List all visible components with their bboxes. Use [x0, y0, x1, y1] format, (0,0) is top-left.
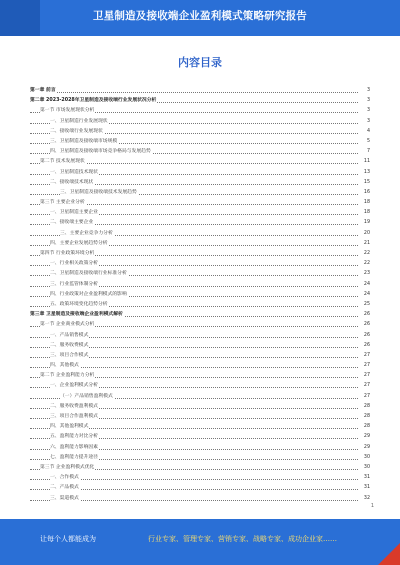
toc-entry-title: 四、主要企业发展趋势分析	[50, 240, 108, 246]
toc-entry-title: 第三节 企业盈利模式优化	[40, 464, 95, 470]
toc-entry-page: 27	[363, 361, 370, 371]
toc-entry-title: 第二章 2023-2028年卫星制造及接收端行业发展状况分析	[30, 98, 157, 104]
toc-entry[interactable]	[30, 229, 370, 239]
toc-entry[interactable]	[30, 259, 370, 269]
toc-entry-title: 一、卫星制造技术现状	[50, 169, 98, 175]
toc-leader-dots	[30, 92, 358, 93]
toc-entry-title: 二、服务收费盈利模式	[50, 403, 98, 409]
toc-entry-page: 11	[363, 157, 370, 167]
toc-entry-page: 3	[366, 96, 370, 106]
toc-entry-page: 25	[363, 300, 370, 310]
toc-entry-title: 三、渠道模式	[50, 495, 79, 501]
toc-entry-title: 第二节 技术发展现状	[40, 159, 85, 165]
toc-entry-title: 第二节 企业盈利能力分析	[40, 373, 95, 379]
toc-entry[interactable]	[30, 341, 370, 351]
page-number: 1	[370, 503, 374, 509]
toc-entry-title: 一、企业盈利模式分析	[50, 383, 98, 389]
toc-entry-title: 五、盈利能力对比分析	[50, 434, 98, 440]
toc-entry-title: 一、卫星制造行业发展现状	[50, 118, 108, 124]
toc-entry[interactable]	[30, 168, 370, 178]
toc-entry-page: 7	[366, 147, 370, 157]
toc-entry-title: 第三节 主要企业分析	[40, 200, 85, 206]
toc-entry-title: （一）产品销售盈利模式	[60, 393, 113, 399]
toc-entry-title: 四、其他模式	[50, 363, 79, 369]
toc-entry-page: 28	[363, 422, 370, 432]
toc-entry[interactable]	[30, 381, 370, 391]
toc-entry-page: 15	[363, 178, 370, 188]
toc-entry-page: 30	[363, 453, 370, 463]
toc-entry[interactable]	[30, 432, 370, 442]
toc-entry-title: 二、卫星制造及接收端行业标准分析	[50, 271, 127, 277]
toc-entry[interactable]	[30, 320, 370, 330]
toc-entry-page: 20	[363, 229, 370, 239]
toc-entry-title: 二、接收端主要企业	[50, 220, 94, 226]
toc-entry[interactable]	[30, 402, 370, 412]
toc-entry-page: 3	[366, 86, 370, 96]
toc-entry-title: 三、卫星制造及接收端技术发展趋势	[60, 189, 137, 195]
toc-heading: 内容目录	[178, 56, 222, 69]
toc-entry-page: 24	[363, 280, 370, 290]
toc-entry-title: 第四节 行业政策环境分析	[40, 251, 95, 256]
toc-entry[interactable]	[30, 351, 370, 361]
toc-entry[interactable]	[30, 239, 370, 249]
toc-entry-page: 3	[366, 117, 370, 127]
toc-entry-page: 28	[363, 412, 370, 422]
toc-entry-title: 二、接收端技术现状	[50, 179, 94, 185]
toc-entry-title: 三、主要企业竞争力分析	[60, 230, 113, 236]
toc-entry[interactable]	[30, 331, 370, 341]
toc-entry-page: 26	[363, 331, 370, 341]
toc-entry-title: 四、卫星制造及接收端市场竞争格局与发展趋势	[50, 149, 151, 155]
toc-entry[interactable]	[30, 412, 370, 422]
toc-entry-page: 5	[366, 137, 370, 147]
toc-entry[interactable]	[30, 473, 370, 483]
toc-entry-page: 23	[363, 269, 370, 279]
toc-entry-title: 一、产品销售模式	[50, 332, 89, 338]
toc-entry[interactable]	[30, 310, 370, 320]
toc-entry-page: 18	[363, 198, 370, 208]
footer-tagline: 行业专家、管理专家、营销专家、战略专家、成功企业家……	[148, 535, 337, 543]
toc-entry-title: 五、政策环境变化趋势分析	[50, 301, 108, 307]
footer-slogan: 让每个人都能成为	[40, 535, 96, 543]
toc-entry-title: 三、卫星制造及接收端市场规模	[50, 138, 118, 144]
toc-entry-page: 22	[363, 249, 370, 259]
toc-entry-title: 一、行业相关政策分析	[50, 261, 98, 267]
toc-entry-title: 四、行业政策对企业盈利模式的影响	[50, 291, 127, 297]
toc-entry-page: 24	[363, 290, 370, 300]
toc-entry[interactable]	[30, 86, 370, 96]
toc-entry-title: 二、服务收费模式	[50, 342, 89, 348]
toc-entry[interactable]	[30, 422, 370, 432]
report-title: 卫星制造及接收端企业盈利模式策略研究报告	[93, 10, 307, 22]
toc-entry-page: 18	[363, 208, 370, 218]
toc-entry[interactable]	[30, 198, 370, 208]
toc-entry-title: 第三章 卫星制造及接收端企业盈利模式解析	[30, 312, 123, 318]
toc-entry-page: 16	[363, 188, 370, 198]
toc-entry-page: 26	[363, 341, 370, 351]
toc-entry-title: 六、盈利能力影响因素	[50, 444, 98, 450]
toc-entry[interactable]	[30, 106, 370, 116]
toc-entry-page: 19	[363, 218, 370, 228]
page-header	[0, 0, 400, 36]
toc-entry-page: 28	[363, 402, 370, 412]
page-footer	[0, 519, 400, 565]
toc-entry[interactable]	[30, 117, 370, 127]
toc-entry[interactable]	[30, 269, 370, 279]
toc-entry[interactable]	[30, 290, 370, 300]
toc-entry-page: 30	[363, 463, 370, 473]
toc-list	[30, 86, 370, 504]
toc-entry[interactable]	[30, 453, 370, 463]
toc-entry-page: 27	[363, 381, 370, 391]
toc-entry[interactable]	[30, 392, 370, 402]
toc-entry[interactable]	[30, 371, 370, 381]
toc-entry[interactable]	[30, 463, 370, 473]
toc-entry-title: 第一节 市场发展现状分析	[40, 108, 95, 114]
toc-entry-page: 31	[363, 483, 370, 493]
toc-entry-page: 4	[366, 127, 370, 137]
toc-entry-page: 22	[363, 259, 370, 269]
toc-entry[interactable]	[30, 300, 370, 310]
toc-entry-page: 32	[363, 494, 370, 504]
toc-entry[interactable]	[30, 361, 370, 371]
toc-entry-title: 第一节 企业商业模式分析	[40, 322, 95, 328]
toc-entry-title: 三、行业监管体制分析	[50, 281, 98, 287]
toc-entry-page: 31	[363, 473, 370, 483]
toc-entry[interactable]	[30, 280, 370, 290]
toc-entry-page: 21	[363, 239, 370, 249]
toc-entry-title: 二、接收端行业发展现状	[50, 128, 103, 134]
toc-entry-title: 二、产品模式	[50, 485, 79, 491]
toc-entry[interactable]	[30, 157, 370, 167]
toc-entry[interactable]	[30, 483, 370, 493]
toc-entry-title: 三、项目合作盈利模式	[50, 414, 98, 419]
toc-entry-page: 27	[363, 371, 370, 381]
toc-entry[interactable]	[30, 443, 370, 453]
toc-entry[interactable]	[30, 249, 370, 259]
toc-entry[interactable]	[30, 188, 370, 198]
toc-entry-title: 七、盈利能力提升途径	[50, 454, 98, 460]
toc-entry[interactable]	[30, 127, 370, 137]
toc-entry[interactable]	[30, 208, 370, 218]
toc-entry-page: 3	[366, 106, 370, 116]
toc-entry-title: 三、项目合作模式	[50, 352, 89, 358]
toc-entry-title: 四、其他盈利模式	[50, 424, 89, 430]
toc-entry[interactable]	[30, 178, 370, 188]
toc-entry[interactable]	[30, 96, 370, 106]
toc-entry-page: 26	[363, 320, 370, 330]
toc-entry-page: 27	[363, 351, 370, 361]
toc-entry-page: 13	[363, 168, 370, 178]
toc-entry-title: 一、合作模式	[50, 475, 79, 481]
toc-entry[interactable]	[30, 147, 370, 157]
document-page	[30, 44, 370, 514]
footer-corner-accent	[378, 543, 400, 565]
toc-entry[interactable]	[30, 218, 370, 228]
toc-entry-title: 第一章 前言	[30, 88, 56, 93]
toc-entry-page: 29	[363, 432, 370, 442]
toc-entry-title: 一、卫星制造主要企业	[50, 210, 98, 216]
toc-entry-page: 27	[363, 392, 370, 402]
toc-entry[interactable]	[30, 494, 370, 504]
toc-entry-page: 26	[363, 310, 370, 320]
toc-entry[interactable]	[30, 137, 370, 147]
toc-entry-page: 29	[363, 443, 370, 453]
